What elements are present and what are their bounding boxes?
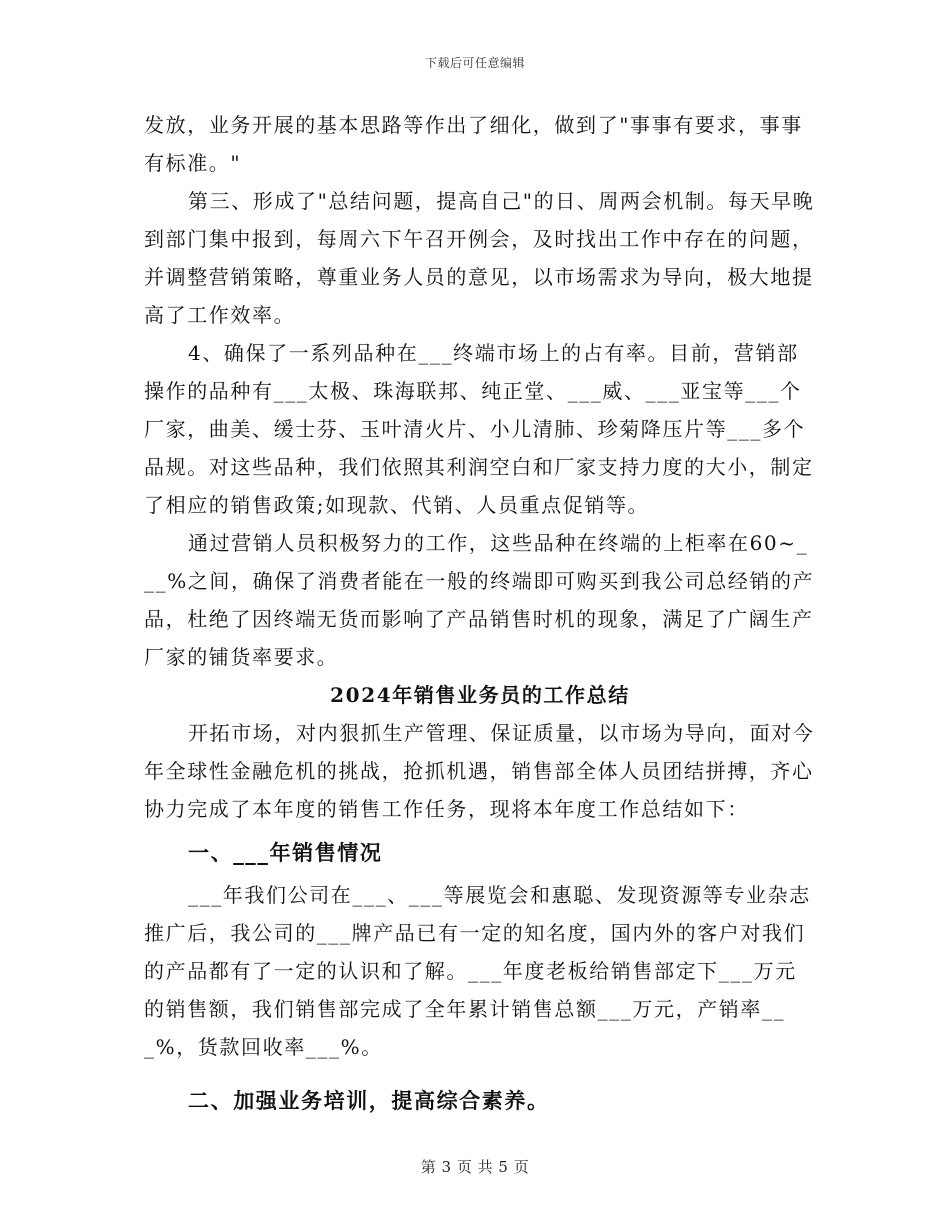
heading-1: 一、___年销售情况 (188, 840, 383, 865)
paragraph-4: 通过营销人员积极努力的工作，这些品种在终端的上柜率在60~___%之间，确保了消费者能在一般的终端即可购买到我公司总经销的产品，杜绝了因终端无货而影响了产品销售时机的现象，满足了广阔生产厂家的铺货率要求。 (144, 531, 815, 669)
paragraph-1: 发放，业务开展的基本思路等作出了细化，做到了"事事有要求，事事有标准。" (144, 113, 803, 175)
paragraph-3: 4、确保了一系列品种在___终端市场上的占有率。目前，营销部操作的品种有___太极、珠海联邦、纯正堂、___威、___亚宝等___个厂家，曲美、缓士芬、玉叶清火片、小儿清肺、珍菊降压片等___多个品规。对这些品种，我们依照其利润空白和厂家支持力度的大小，制定了相应的销售政策;如现款、代销、人员重点促销等。 (144, 341, 814, 517)
page-number: 第 3 页 共 5 页 (420, 1158, 530, 1176)
paragraph-5: 开拓市场，对内狠抓生产管理、保证质量，以市场为导向，面对今年全球性金融危机的挑战，抢抓机遇，销售部全体人员团结拼搏，齐心协力完成了本年度的销售工作任务，现将本年度工作总结如下： (144, 721, 815, 821)
paragraph-6: ___年我们公司在___、___等展览会和惠聪、发现资源等专业杂志推广后，我公司的___牌产品已有一定的知名度，国内外的客户对我们的产品都有了一定的认识和了解。___年度老板给销售部定下___万元的销售额，我们销售部完成了全年累计销售总额___万元，产销率___%，货款回收率___%。 (144, 883, 811, 1059)
header-note: 下载后可任意编辑 (424, 56, 525, 70)
document-body (144, 106, 816, 1124)
paragraph-2: 第三、形成了"总结问题，提高自己"的日、周两会机制。每天早晚到部门集中报到，每周六下午召开例会，及时找出工作中存在的问题，并调整营销策略，尊重业务人员的意见，以市场需求为导向，极大地提高了工作效率。 (144, 189, 815, 327)
heading-2: 二、加强业务培训，提高综合素养。 (188, 1088, 550, 1113)
section-title: 2024年销售业务员的工作总结 (330, 683, 630, 707)
